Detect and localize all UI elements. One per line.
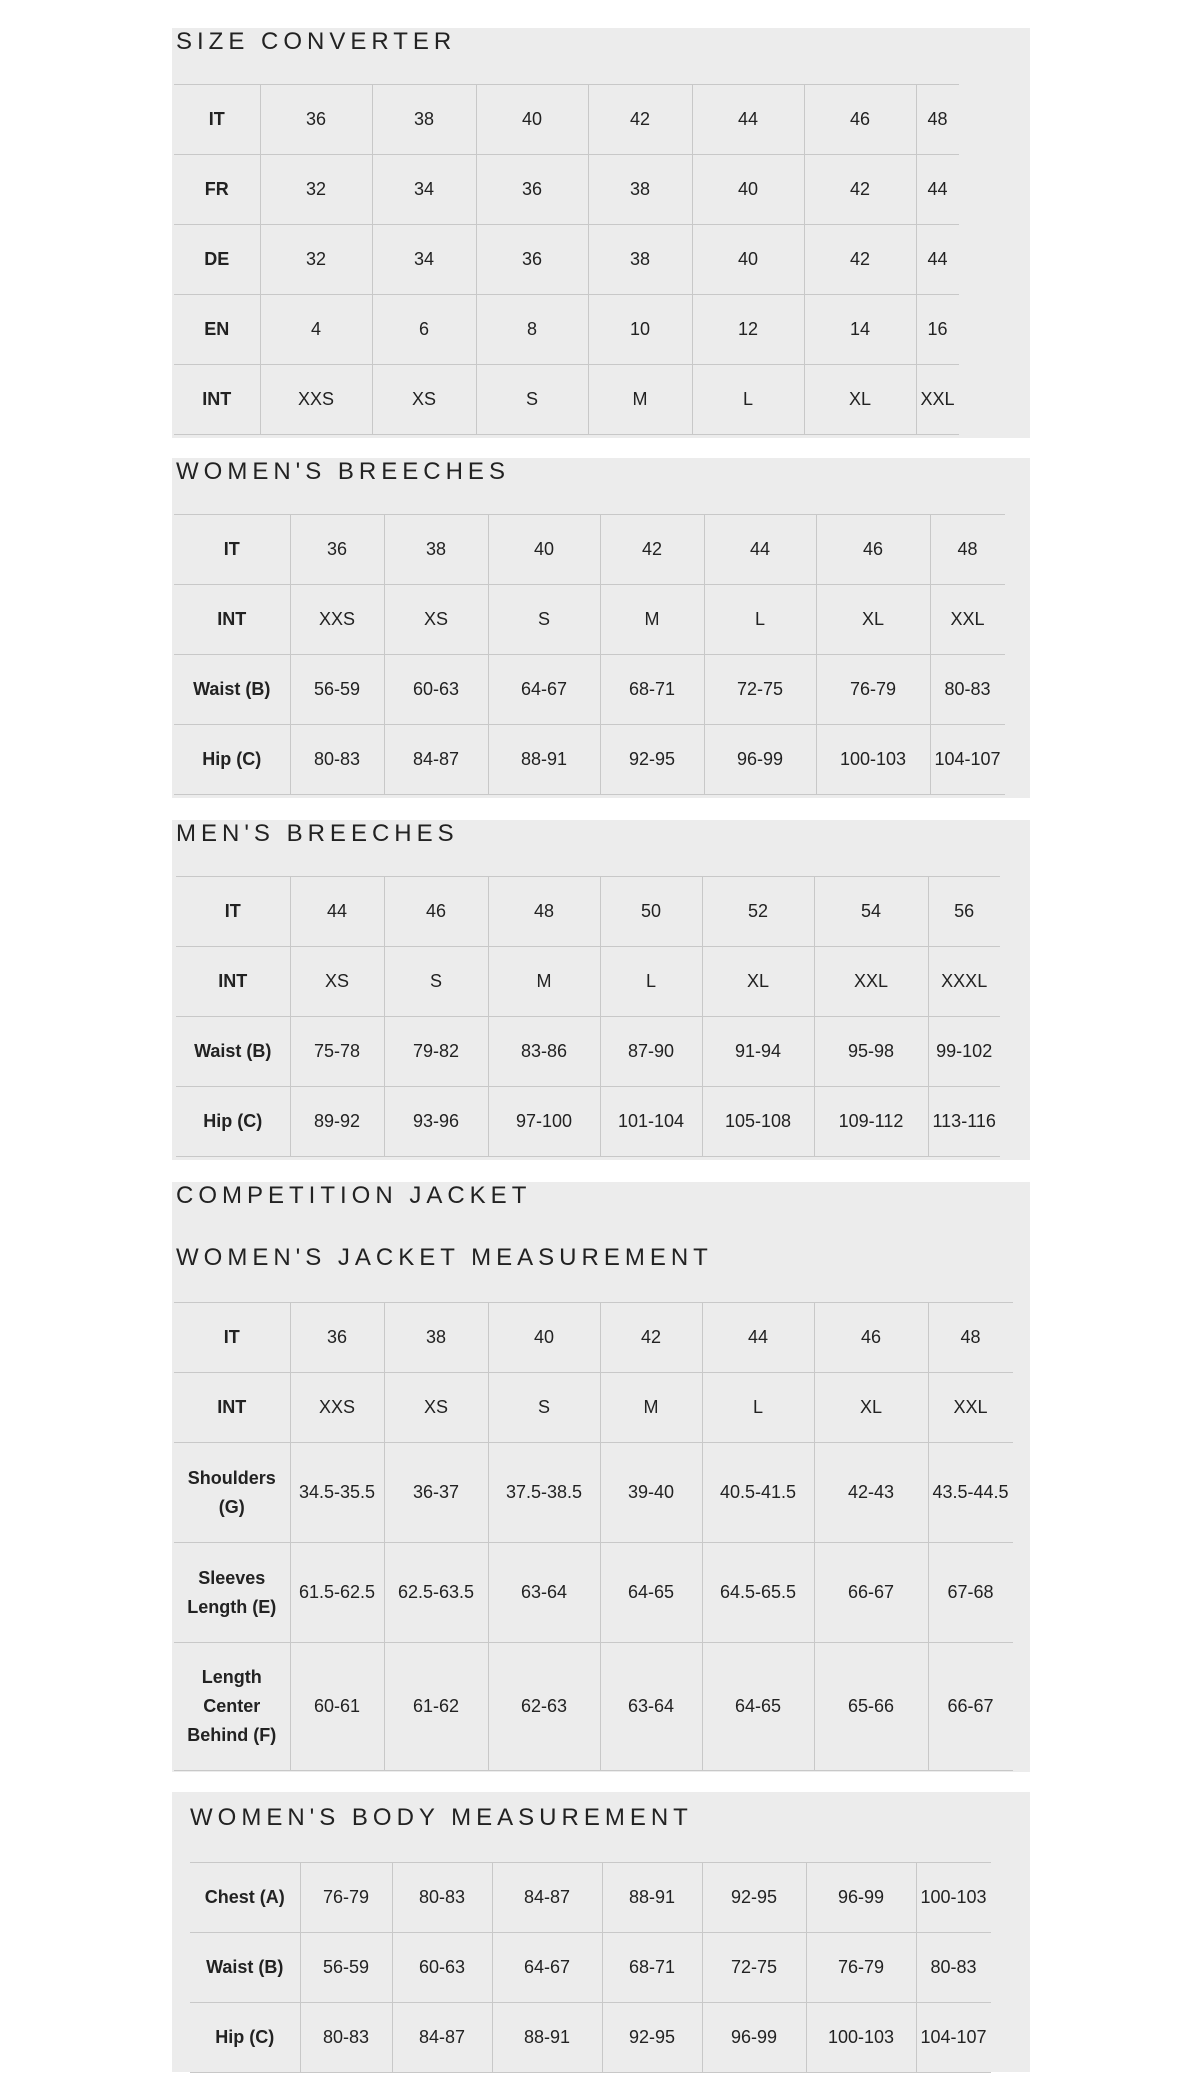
- table-row: [174, 725, 1005, 795]
- table-cell: 42: [804, 225, 916, 295]
- row-label: Length Center Behind (F): [174, 1643, 290, 1771]
- table-row: [176, 947, 1000, 1017]
- section-title: COMPETITION JACKET: [176, 1182, 532, 1209]
- table-row: [174, 1543, 1013, 1643]
- table-cell: 96-99: [702, 2003, 806, 2073]
- table-cell: XXS: [290, 585, 384, 655]
- table-cell: XXL: [916, 365, 959, 435]
- table-cell: 38: [384, 1303, 488, 1373]
- size-converter-section: [172, 28, 1030, 438]
- table-row: [190, 2003, 991, 2073]
- row-label: IT: [174, 1303, 290, 1373]
- table-cell: 46: [814, 1303, 928, 1373]
- table-cell: M: [600, 1373, 702, 1443]
- table-cell: 83-86: [488, 1017, 600, 1087]
- table-cell: 104-107: [930, 725, 1005, 795]
- table-row: [174, 1303, 1013, 1373]
- row-label: Chest (A): [190, 1863, 300, 1933]
- row-label: INT: [174, 365, 260, 435]
- table-cell: 48: [488, 877, 600, 947]
- table-cell: 87-90: [600, 1017, 702, 1087]
- womens-breeches-table: [174, 514, 1005, 795]
- table-cell: 80-83: [916, 1933, 991, 2003]
- table-cell: 64-65: [702, 1643, 814, 1771]
- table-cell: XXL: [814, 947, 928, 1017]
- row-label: FR: [174, 155, 260, 225]
- table-cell: 50: [600, 877, 702, 947]
- table-cell: 66-67: [928, 1643, 1013, 1771]
- row-label: Sleeves Length (E): [174, 1543, 290, 1643]
- table-cell: XS: [372, 365, 476, 435]
- table-row: [174, 155, 959, 225]
- table-cell: 96-99: [704, 725, 816, 795]
- section-title: MEN'S BREECHES: [176, 820, 459, 847]
- table-cell: 42: [600, 1303, 702, 1373]
- table-cell: 40: [476, 85, 588, 155]
- table-cell: 44: [916, 155, 959, 225]
- table-cell: 44: [702, 1303, 814, 1373]
- table-cell: M: [488, 947, 600, 1017]
- row-label: Waist (B): [174, 655, 290, 725]
- table-cell: 80-83: [930, 655, 1005, 725]
- table-cell: 40.5-41.5: [702, 1443, 814, 1543]
- table-row: [190, 1933, 991, 2003]
- row-label: INT: [176, 947, 290, 1017]
- table-cell: 40: [488, 1303, 600, 1373]
- table-cell: 38: [384, 515, 488, 585]
- table-row: [174, 1373, 1013, 1443]
- table-cell: 56: [928, 877, 1000, 947]
- table-cell: 92-95: [702, 1863, 806, 1933]
- table-cell: S: [384, 947, 488, 1017]
- mens-breeches-table: [176, 876, 1000, 1157]
- table-cell: 92-95: [600, 725, 704, 795]
- table-row: [174, 365, 959, 435]
- section-subtitle: WOMEN'S JACKET MEASUREMENT: [176, 1244, 713, 1271]
- table-cell: 84-87: [392, 2003, 492, 2073]
- table-cell: 36: [260, 85, 372, 155]
- row-label: Hip (C): [174, 725, 290, 795]
- row-label: Hip (C): [190, 2003, 300, 2073]
- row-label: INT: [174, 1373, 290, 1443]
- table-cell: 16: [916, 295, 959, 365]
- table-cell: L: [704, 585, 816, 655]
- table-row: [174, 655, 1005, 725]
- table-cell: 96-99: [806, 1863, 916, 1933]
- table-cell: 42: [804, 155, 916, 225]
- mens-breeches-section: [172, 820, 1030, 1160]
- table-cell: 8: [476, 295, 588, 365]
- table-cell: S: [488, 1373, 600, 1443]
- table-cell: 79-82: [384, 1017, 488, 1087]
- row-label: EN: [174, 295, 260, 365]
- table-cell: 80-83: [290, 725, 384, 795]
- table-cell: 68-71: [600, 655, 704, 725]
- table-cell: 56-59: [290, 655, 384, 725]
- table-cell: 105-108: [702, 1087, 814, 1157]
- table-cell: 64-67: [488, 655, 600, 725]
- table-cell: 38: [588, 225, 692, 295]
- table-cell: 4: [260, 295, 372, 365]
- table-cell: 64-67: [492, 1933, 602, 2003]
- row-label: Waist (B): [176, 1017, 290, 1087]
- table-cell: 48: [930, 515, 1005, 585]
- table-cell: 38: [588, 155, 692, 225]
- table-row: [174, 295, 959, 365]
- table-cell: 91-94: [702, 1017, 814, 1087]
- table-cell: 32: [260, 225, 372, 295]
- table-cell: XS: [290, 947, 384, 1017]
- table-cell: 44: [290, 877, 384, 947]
- table-cell: XL: [814, 1373, 928, 1443]
- table-row: [174, 515, 1005, 585]
- table-cell: L: [702, 1373, 814, 1443]
- table-cell: 89-92: [290, 1087, 384, 1157]
- table-cell: 100-103: [806, 2003, 916, 2073]
- table-cell: 44: [916, 225, 959, 295]
- table-cell: M: [600, 585, 704, 655]
- table-cell: 42: [588, 85, 692, 155]
- table-row: [176, 1087, 1000, 1157]
- section-title: WOMEN'S BREECHES: [176, 458, 510, 485]
- table-cell: XXL: [930, 585, 1005, 655]
- table-cell: 44: [692, 85, 804, 155]
- row-label: IT: [174, 515, 290, 585]
- section-title: WOMEN'S BODY MEASUREMENT: [190, 1804, 693, 1831]
- womens-body-section: [172, 1792, 1030, 2072]
- table-cell: 62.5-63.5: [384, 1543, 488, 1643]
- row-label: DE: [174, 225, 260, 295]
- competition-jacket-section: [172, 1182, 1030, 1772]
- table-cell: 72-75: [702, 1933, 806, 2003]
- table-cell: 46: [384, 877, 488, 947]
- table-cell: 84-87: [384, 725, 488, 795]
- table-cell: 52: [702, 877, 814, 947]
- table-cell: 113-116: [928, 1087, 1000, 1157]
- table-row: [176, 877, 1000, 947]
- table-cell: 76-79: [300, 1863, 392, 1933]
- table-row: [174, 1443, 1013, 1543]
- table-cell: 100-103: [916, 1863, 991, 1933]
- table-cell: 97-100: [488, 1087, 600, 1157]
- table-cell: 76-79: [816, 655, 930, 725]
- table-cell: 48: [928, 1303, 1013, 1373]
- row-label: IT: [176, 877, 290, 947]
- table-cell: 10: [588, 295, 692, 365]
- table-cell: XXXL: [928, 947, 1000, 1017]
- table-cell: L: [600, 947, 702, 1017]
- table-cell: 88-91: [492, 2003, 602, 2073]
- table-cell: 88-91: [602, 1863, 702, 1933]
- table-cell: 84-87: [492, 1863, 602, 1933]
- table-cell: XXL: [928, 1373, 1013, 1443]
- table-cell: 60-61: [290, 1643, 384, 1771]
- table-cell: XS: [384, 1373, 488, 1443]
- table-cell: 56-59: [300, 1933, 392, 2003]
- table-cell: 64.5-65.5: [702, 1543, 814, 1643]
- table-cell: L: [692, 365, 804, 435]
- table-row: [174, 585, 1005, 655]
- table-cell: 43.5-44.5: [928, 1443, 1013, 1543]
- table-cell: 109-112: [814, 1087, 928, 1157]
- table-cell: 64-65: [600, 1543, 702, 1643]
- table-cell: 34: [372, 155, 476, 225]
- row-label: Waist (B): [190, 1933, 300, 2003]
- table-cell: 36: [290, 515, 384, 585]
- table-cell: 72-75: [704, 655, 816, 725]
- table-cell: 65-66: [814, 1643, 928, 1771]
- table-cell: 36: [290, 1303, 384, 1373]
- table-cell: 36-37: [384, 1443, 488, 1543]
- jacket-measurement-table: [174, 1302, 1013, 1771]
- table-cell: XXS: [260, 365, 372, 435]
- table-row: [176, 1017, 1000, 1087]
- table-row: [174, 85, 959, 155]
- table-cell: 40: [692, 225, 804, 295]
- table-cell: 36: [476, 155, 588, 225]
- table-cell: 54: [814, 877, 928, 947]
- table-cell: XS: [384, 585, 488, 655]
- row-label: Hip (C): [176, 1087, 290, 1157]
- table-cell: 42: [600, 515, 704, 585]
- table-cell: 62-63: [488, 1643, 600, 1771]
- table-cell: 46: [804, 85, 916, 155]
- table-cell: 46: [816, 515, 930, 585]
- table-cell: 61.5-62.5: [290, 1543, 384, 1643]
- table-cell: 100-103: [816, 725, 930, 795]
- table-cell: 40: [488, 515, 600, 585]
- table-cell: 63-64: [600, 1643, 702, 1771]
- table-cell: 101-104: [600, 1087, 702, 1157]
- table-cell: 14: [804, 295, 916, 365]
- table-cell: M: [588, 365, 692, 435]
- table-cell: 80-83: [392, 1863, 492, 1933]
- table-cell: S: [476, 365, 588, 435]
- table-cell: 67-68: [928, 1543, 1013, 1643]
- womens-breeches-section: [172, 458, 1030, 798]
- table-cell: 93-96: [384, 1087, 488, 1157]
- table-row: [190, 1863, 991, 1933]
- table-cell: 44: [704, 515, 816, 585]
- row-label: IT: [174, 85, 260, 155]
- table-cell: 61-62: [384, 1643, 488, 1771]
- table-cell: 60-63: [392, 1933, 492, 2003]
- row-label: Shoulders (G): [174, 1443, 290, 1543]
- table-cell: S: [488, 585, 600, 655]
- table-cell: 68-71: [602, 1933, 702, 2003]
- table-cell: 37.5-38.5: [488, 1443, 600, 1543]
- table-cell: XL: [816, 585, 930, 655]
- table-cell: 6: [372, 295, 476, 365]
- table-cell: 40: [692, 155, 804, 225]
- table-cell: 32: [260, 155, 372, 225]
- table-cell: 95-98: [814, 1017, 928, 1087]
- table-cell: 38: [372, 85, 476, 155]
- section-title: SIZE CONVERTER: [176, 28, 457, 55]
- table-cell: 60-63: [384, 655, 488, 725]
- size-converter-table: [174, 84, 959, 435]
- table-cell: XXS: [290, 1373, 384, 1443]
- table-cell: 66-67: [814, 1543, 928, 1643]
- table-cell: 75-78: [290, 1017, 384, 1087]
- table-cell: 88-91: [488, 725, 600, 795]
- table-cell: 92-95: [602, 2003, 702, 2073]
- table-cell: 48: [916, 85, 959, 155]
- table-row: [174, 1643, 1013, 1771]
- table-cell: 76-79: [806, 1933, 916, 2003]
- table-cell: XL: [702, 947, 814, 1017]
- row-label: INT: [174, 585, 290, 655]
- table-cell: 34: [372, 225, 476, 295]
- table-cell: 80-83: [300, 2003, 392, 2073]
- table-cell: 99-102: [928, 1017, 1000, 1087]
- table-cell: XL: [804, 365, 916, 435]
- body-measurement-table: [190, 1862, 991, 2073]
- table-cell: 104-107: [916, 2003, 991, 2073]
- table-cell: 34.5-35.5: [290, 1443, 384, 1543]
- table-cell: 12: [692, 295, 804, 365]
- table-cell: 39-40: [600, 1443, 702, 1543]
- table-cell: 63-64: [488, 1543, 600, 1643]
- table-cell: 36: [476, 225, 588, 295]
- table-cell: 42-43: [814, 1443, 928, 1543]
- table-row: [174, 225, 959, 295]
